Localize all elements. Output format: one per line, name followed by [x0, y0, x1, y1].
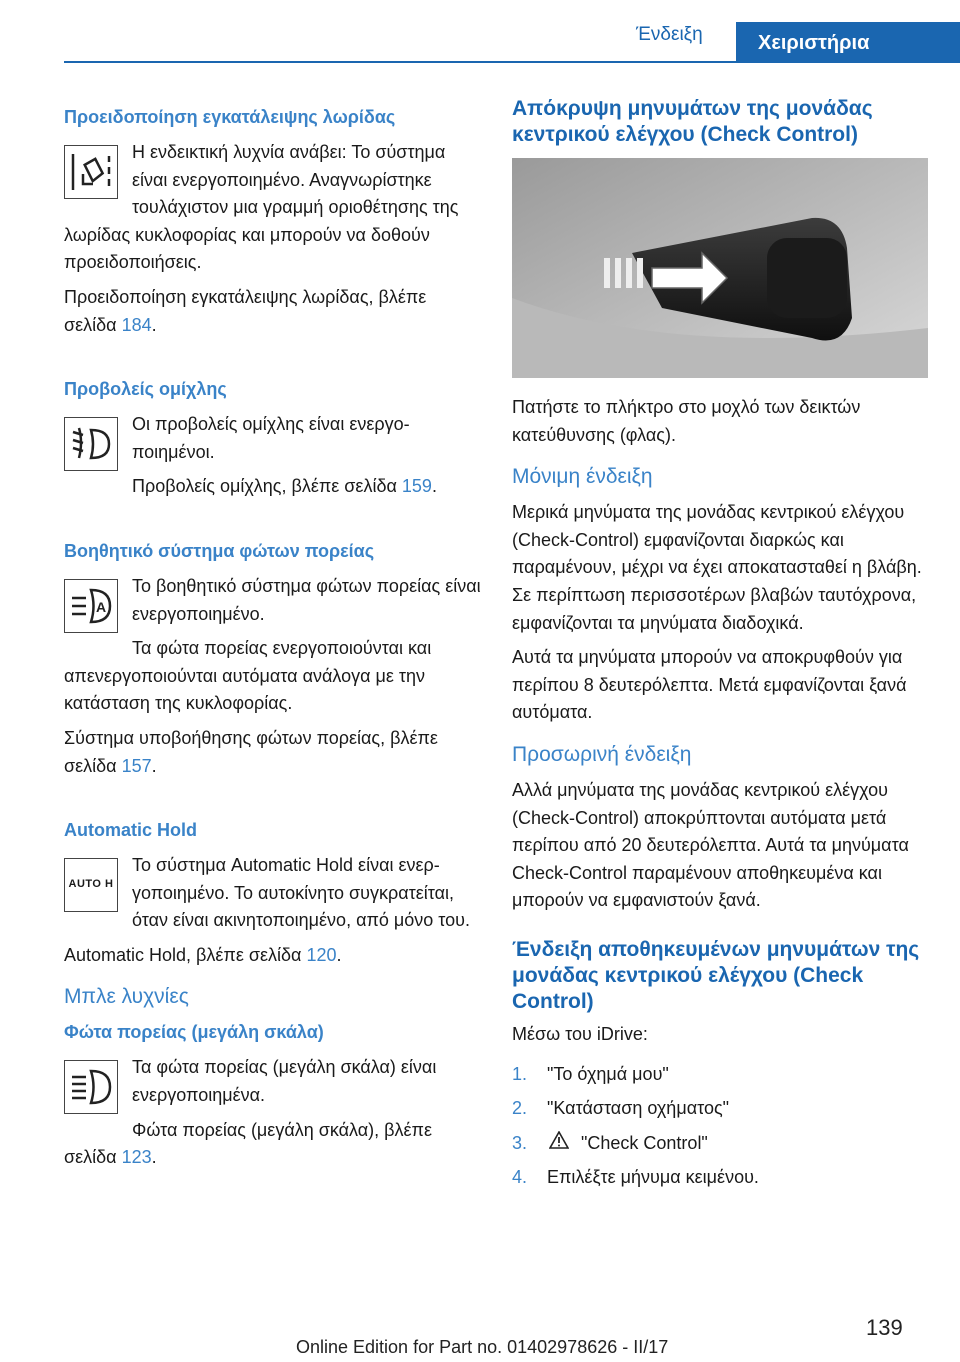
list-item: 1. "Το όχημά μου" — [512, 1063, 669, 1084]
assist-title: Βοηθητικό σύστημα φώτων πορείας — [64, 540, 375, 561]
lane-text: Η ενδεικτική λυχνία ανάβει: Το σύστημα είναι ενεργοποιημένο. Αναγνωρίστηκε τουλάχιστον μια γραμμή οριοθέτησης της λωρίδας κυκλοφορίας και μπορούν να δοθούν προειδοποιήσεις. — [64, 142, 459, 273]
assist-text2: Τα φώτα πορείας ενεργοποιούνται και απενεργοποιούνται αυτόματα ανάλογα με την κατάσταση της κυκλοφορίας. — [64, 638, 432, 714]
right-column — [512, 96, 928, 1199]
fog-light-icon — [64, 417, 118, 471]
permanent-text-2: Αυτά τα μηνύματα μπορούν να αποκρυφθούν για περίπου 8 δευτερόλεπτα. Μετά εμφανίζονται ξανά αυτόματα. — [512, 647, 907, 723]
lane-ref: Προειδοποίηση εγκατάλειψης λωρίδας, βλέπε σελίδα 184. — [64, 286, 427, 335]
fog-block — [64, 411, 482, 508]
hold-text: Το σύστημα Automatic Hold είναι ενεργοποιημένο. Το αυτοκίνητο συγκρατείται, όταν είναι ακινητοποιημένο, από μόνο του. — [132, 855, 471, 931]
highbeam-text: Τα φώτα πορείας (μεγάλη σκάλα) είναι ενεργοποιημένα. — [132, 1057, 437, 1106]
list-item: 3. "Check Control" — [512, 1130, 928, 1158]
temporary-display-heading: Προσωρινή ένδειξη — [512, 742, 692, 766]
hold-ref: Automatic Hold, βλέπε σελίδα 120. — [64, 944, 342, 965]
hold-title: Automatic Hold — [64, 820, 197, 841]
lane-block — [64, 139, 482, 284]
list-item: 2. "Κατάσταση οχήματος" — [512, 1098, 730, 1119]
left-column — [64, 96, 482, 1179]
hold-page-link[interactable]: 120 — [306, 944, 337, 965]
lane-title: Προειδοποίηση εγκατάλειψης λωρίδας — [64, 107, 396, 127]
highbeam-block — [64, 1054, 482, 1178]
fog-text: Οι προβολείς ομίχλης είναι ενεργοποιημένοι. — [132, 414, 410, 462]
highbeam-ref: Φώτα πορείας (μεγάλη σκάλα), βλέπε σελίδα 123. — [64, 1119, 432, 1168]
assist-ref: Σύστημα υποβοήθησης φώτων πορείας, βλέπε σελίδα 157. — [64, 727, 438, 776]
hide-messages-title: Απόκρυψη μηνυμάτων της μονάδας κεντρικού ελέγχου (Check Control) — [512, 97, 873, 146]
steps-list — [512, 1061, 928, 1192]
stored-messages-title: Ένδειξη αποθηκευμένων μηνυμάτων της μονάδας κεντρικού ελέγχου (Check Control) — [512, 937, 920, 1013]
highbeam-title: Φώτα πορείας (μεγάλη σκάλα) — [64, 1022, 324, 1043]
high-beam-icon — [64, 1060, 118, 1114]
auto-hold-label: AUTO H — [68, 878, 114, 891]
lane-page-link[interactable]: 184 — [121, 314, 152, 335]
list-item: 4. Επιλέξτε μήνυμα κειμένου. — [512, 1167, 759, 1188]
via-idrive: Μέσω του iDrive: — [512, 1023, 648, 1044]
header-tab-index[interactable]: Ένδειξη — [636, 24, 703, 45]
permanent-display-heading: Μόνιμη ένδειξη — [512, 465, 653, 489]
temporary-text: Αλλά μηνύματα της μονάδας κεντρικού ελέγχου (Check-Control) αποκρύπτονται αυτόματα μετά περίπου από 20 δευτερόλεπτα. Αυτά τα μηνύματα Check-Control παραμένουν αποθηκευμένα και μπορούν να εμφανιστούν ξανά. — [512, 779, 909, 911]
high-beam-assist-icon — [64, 579, 118, 633]
photo-caption: Πατήστε το πλήκτρο στο μοχλό των δεικτών κατεύθυνσης (φλας). — [512, 397, 861, 445]
lane-departure-icon — [64, 145, 118, 199]
turn-signal-lever-photo — [512, 158, 928, 378]
fog-title: Προβολείς ομίχλης — [64, 379, 227, 400]
footer-edition: Online Edition for Part no. 01402978626 - II/17 — [296, 1337, 669, 1357]
assist-page-link[interactable]: 157 — [121, 755, 152, 776]
hold-block — [64, 852, 482, 942]
fog-ref: Προβολείς ομίχλης, βλέπε σελίδα 159. — [132, 476, 437, 497]
permanent-text-1: Μερικά μηνύματα της μονάδας κεντρικού ελέγχου (Check-Control) εμφανίζονται διαρκώς και παραμένουν, μέχρι να έχει αποκατασταθεί η βλάβη. Σε περίπτωση περισσοτέρων βλαβών ταυτόχρονα, εμφανίζονται τα μηνύματα διαδοχικά. — [512, 502, 922, 633]
header-rule — [64, 61, 960, 63]
svg-text:A: A — [96, 598, 107, 615]
fog-page-link[interactable]: 159 — [401, 476, 432, 497]
assist-text: Το βοηθητικό σύστημα φώτων πορείας είναι ενεργοποιημένο. — [132, 575, 481, 624]
auto-hold-icon — [64, 858, 118, 912]
page-number: 139 — [866, 1315, 903, 1340]
header-tab-active[interactable]: Χειριστήρια — [736, 22, 960, 61]
assist-block — [64, 573, 482, 725]
blue-lights-heading: Μπλε λυχνίες — [64, 985, 189, 1009]
warning-icon — [549, 1130, 569, 1158]
highbeam-page-link[interactable]: 123 — [121, 1147, 152, 1168]
